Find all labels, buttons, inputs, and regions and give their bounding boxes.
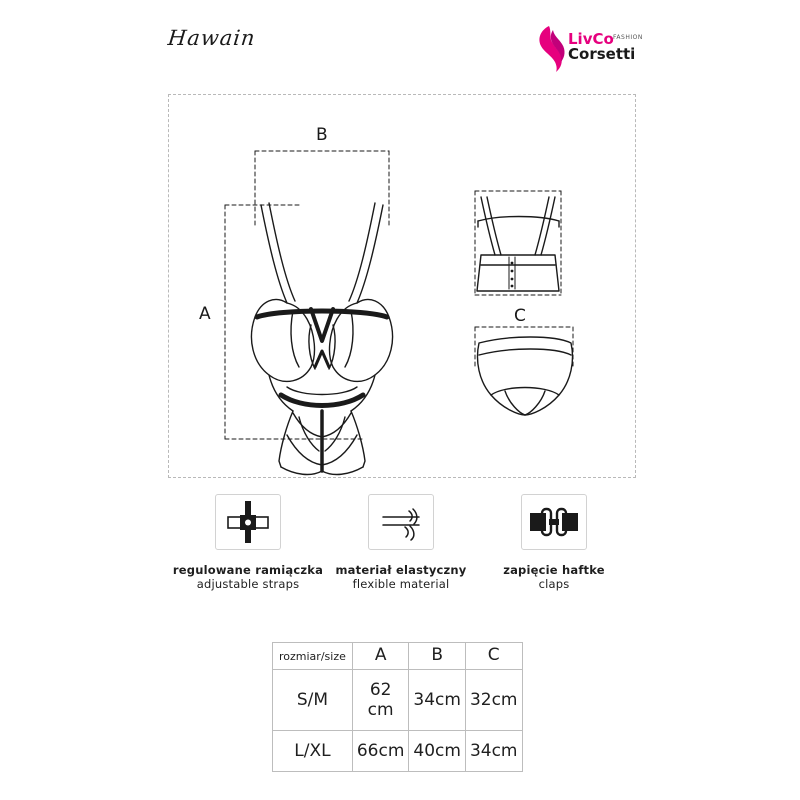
size-table-col-c: C [465,643,522,670]
flexible-material-icon [368,494,434,550]
adjustable-strap-icon [215,494,281,550]
size-table-col-a: A [352,643,409,670]
hook-clasp-icon [521,494,587,550]
size-table-col-b: B [409,643,466,670]
size-cell: 62 cm [352,670,409,731]
feature-caption [321,563,481,591]
dimension-label-a: A [199,304,211,324]
dimension-label-c: C [514,306,526,326]
dimension-label-b: B [316,125,328,145]
feature-label-pl: regulowane ramiączka [172,563,324,577]
size-table-header-label: rozmiar/size [273,643,353,670]
brand-logo [535,22,645,74]
feature-adjustable-straps [168,494,328,591]
table-header-row [273,643,523,670]
page-title: Hawain [166,26,257,50]
feature-caption [474,563,634,591]
feature-list [168,494,634,614]
feature-label-pl: zapięcie haftke [503,563,605,577]
feature-flexible-material [321,494,481,591]
size-row-label: S/M [273,670,353,731]
feature-label-en: adjustable straps [196,577,300,591]
feature-caption [168,563,328,591]
size-cell: 34cm [409,670,466,731]
svg-text:LivCo: LivCo [568,30,614,48]
product-illustration-frame [168,94,636,478]
svg-text:Corsetti: Corsetti [568,45,636,63]
brief-bottom-back-view [478,337,573,415]
size-table [272,642,523,772]
feature-hook-clasp [474,494,634,591]
size-row-label: L/XL [273,731,353,772]
feature-label-en: claps [538,577,570,591]
table-row [273,731,523,772]
brand-mark-icon [539,26,564,72]
size-cell: 40cm [409,731,466,772]
size-cell: 66cm [352,731,409,772]
bodysuit-front-view [251,203,392,474]
feature-label-pl: materiał elastyczny [335,563,467,577]
size-cell: 32cm [465,670,522,731]
size-cell: 34cm [465,731,522,772]
feature-label-en: flexible material [352,577,450,591]
table-row [273,670,523,731]
bra-top-back-view [477,197,559,291]
svg-text:FASHION: FASHION [613,34,643,41]
